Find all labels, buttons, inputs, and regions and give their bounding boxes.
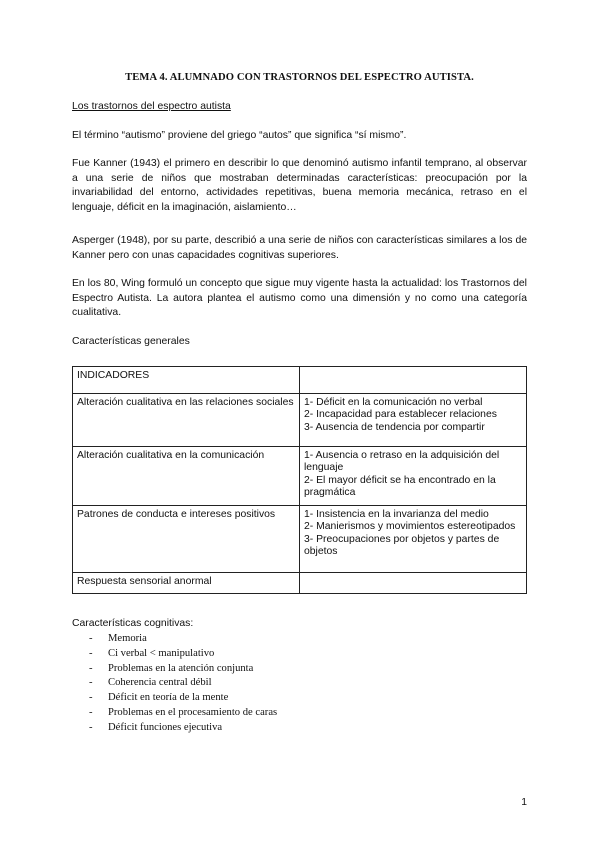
detail-line: 2- El mayor déficit se ha encontrado en la pragmática	[304, 474, 496, 499]
bullet-dash: -	[89, 721, 93, 733]
list-item-text: Ci verbal < manipulativo	[108, 647, 215, 659]
table-row	[73, 447, 527, 506]
list-item-text: Problemas en la atención conjunta	[108, 662, 254, 674]
detail-line: 1- Ausencia o retraso en la adquisición del lenguaje	[304, 450, 500, 474]
list-item	[72, 676, 277, 691]
details-cell	[300, 447, 527, 506]
general-characteristics-label: Características generales	[72, 336, 190, 347]
indicators-table	[72, 366, 527, 594]
list-item	[72, 706, 277, 721]
page-number: 1	[521, 797, 527, 808]
table-row	[73, 573, 527, 594]
table-row	[73, 394, 527, 447]
detail-line: 3- Ausencia de tendencia por compartir	[304, 421, 485, 433]
paragraph-wing: En los 80, Wing formuló un concepto que sigue muy vigente hasta la actualidad: los Trastornos del Espectro Autista. La autora plantea el autismo como una dimensión y no como una categoría cualitativa.	[72, 278, 527, 318]
list-item	[72, 632, 277, 647]
indicator-cell: Alteración cualitativa en las relaciones sociales	[73, 394, 300, 447]
list-item-text: Déficit funciones ejecutiva	[108, 721, 223, 733]
list-item-text: Coherencia central débil	[108, 677, 212, 689]
bullet-dash: -	[89, 633, 93, 644]
detail-line: 2- Manierismos y movimientos estereotipados	[304, 521, 516, 533]
list-item	[72, 721, 277, 736]
section-heading: Los trastornos del espectro autista	[72, 101, 231, 112]
indicator-cell: Respuesta sensorial anormal	[73, 573, 300, 594]
table-header-cell: INDICADORES	[73, 367, 300, 394]
bullet-dash: -	[89, 692, 93, 704]
details-cell	[300, 506, 527, 573]
indicator-cell: Alteración cualitativa en la comunicación	[73, 447, 300, 506]
bullet-dash: -	[89, 706, 93, 718]
paragraph-asperger: Asperger (1948), por su parte, describió a una serie de niños con características similares a los de Kanner pero con unas capacidades cognitivas superiores.	[72, 235, 527, 261]
details-cell	[300, 394, 527, 447]
table-header-empty-cell	[300, 367, 527, 394]
list-item	[72, 647, 277, 662]
list-item-text: Problemas en el procesamiento de caras	[108, 706, 278, 718]
detail-line: 2- Incapacidad para establecer relaciones	[304, 409, 497, 421]
detail-line: 1- Insistencia en la invarianza del medio	[304, 509, 489, 520]
cognitive-list	[72, 632, 277, 736]
table-header-row	[73, 367, 527, 394]
list-item	[72, 662, 277, 677]
document-title: TEMA 4. ALUMNADO CON TRASTORNOS DEL ESPECTRO AUTISTA.	[125, 72, 474, 83]
bullet-dash: -	[89, 662, 93, 674]
cognitive-characteristics-label: Características cognitivas:	[72, 618, 194, 629]
bullet-dash: -	[89, 647, 93, 659]
paragraph-kanner: Fue Kanner (1943) el primero en describir lo que denominó autismo infantil temprano, al observar a una serie de niños que mostraban determinadas características: preocupación por la invariabilidad del entorno, actividades repetitivas, buena memoria mecánica, retraso en el lenguaje, déficit en la imaginación, aislamiento…	[72, 158, 527, 213]
detail-line: 1- Déficit en la comunicación no verbal	[304, 397, 483, 408]
details-cell	[300, 573, 527, 594]
indicator-cell: Patrones de conducta e intereses positivos	[73, 506, 300, 573]
bullet-dash: -	[89, 677, 93, 689]
table-row	[73, 506, 527, 573]
list-item-text: Memoria	[108, 633, 147, 644]
list-item-text: Déficit en teoría de la mente	[108, 692, 229, 704]
detail-line: 3- Preocupaciones por objetos y partes de objetos	[304, 533, 500, 558]
paragraph-etymology: El término “autismo” proviene del griego “autos” que significa “sí mismo”.	[72, 130, 407, 141]
list-item	[72, 691, 277, 706]
